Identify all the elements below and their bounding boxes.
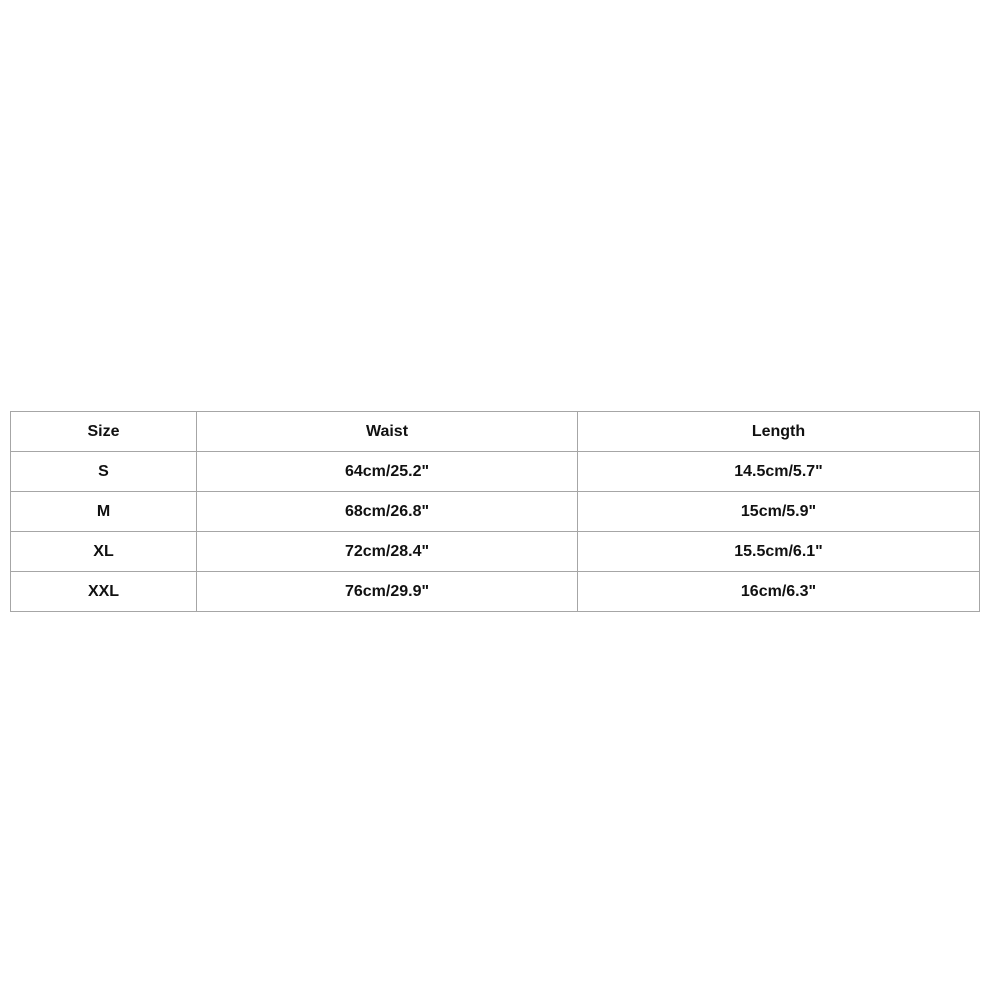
table-row: [11, 492, 980, 532]
table-row: [11, 572, 980, 612]
table-header-row: [11, 412, 980, 452]
size-cell: XL: [11, 532, 197, 572]
header-length: Length: [578, 412, 980, 452]
length-cell: 15cm/5.9": [578, 492, 980, 532]
size-chart-table: [10, 411, 980, 612]
waist-cell: 76cm/29.9": [197, 572, 578, 612]
size-cell: M: [11, 492, 197, 532]
size-cell: XXL: [11, 572, 197, 612]
length-cell: 14.5cm/5.7": [578, 452, 980, 492]
length-cell: 16cm/6.3": [578, 572, 980, 612]
waist-cell: 64cm/25.2": [197, 452, 578, 492]
header-size: Size: [11, 412, 197, 452]
table-row: [11, 452, 980, 492]
waist-cell: 68cm/26.8": [197, 492, 578, 532]
table-row: [11, 532, 980, 572]
length-cell: 15.5cm/6.1": [578, 532, 980, 572]
size-cell: S: [11, 452, 197, 492]
waist-cell: 72cm/28.4": [197, 532, 578, 572]
header-waist: Waist: [197, 412, 578, 452]
